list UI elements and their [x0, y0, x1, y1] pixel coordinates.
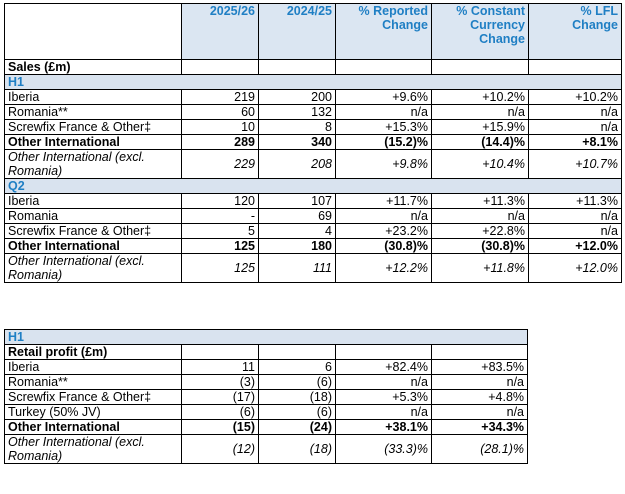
cell-2024-25: 340: [259, 135, 336, 150]
cell-2025-26: 60: [182, 105, 259, 120]
profit-h1-label: H1: [5, 330, 528, 345]
cell-2024-25: (18): [259, 390, 336, 405]
row-label: Other International (excl. Romania): [5, 435, 182, 464]
profit-title: Retail profit (£m): [5, 345, 182, 360]
cell-constant-currency-change: +34.3%: [432, 420, 528, 435]
table-row: [5, 420, 528, 435]
cell-2024-25: 107: [259, 194, 336, 209]
table-row: [5, 90, 622, 105]
row-label: Screwfix France & Other‡: [5, 120, 182, 135]
cell-lfl-change: +10.2%: [529, 90, 622, 105]
cell-2025-26: 289: [182, 135, 259, 150]
cell-constant-currency-change: +4.8%: [432, 390, 528, 405]
cell-reported-change: (33.3)%: [336, 435, 432, 464]
cell-constant-currency-change: (30.8)%: [432, 239, 529, 254]
cell-constant-currency-change: +83.5%: [432, 360, 528, 375]
cell-lfl-change: n/a: [529, 120, 622, 135]
cell-lfl-change: +12.0%: [529, 254, 622, 283]
cell-2024-25: 111: [259, 254, 336, 283]
cell-lfl-change: +8.1%: [529, 135, 622, 150]
sales-table: [4, 3, 622, 283]
table-row: [5, 360, 528, 375]
cell-reported-change: +12.2%: [336, 254, 432, 283]
row-label: Other International: [5, 420, 182, 435]
cell-constant-currency-change: (28.1)%: [432, 435, 528, 464]
cell-reported-change: (15.2)%: [336, 135, 432, 150]
cell-constant-currency-change: +10.4%: [432, 150, 529, 179]
cell-2024-25: 69: [259, 209, 336, 224]
cell-reported-change: +38.1%: [336, 420, 432, 435]
row-label: Romania**: [5, 105, 182, 120]
cell-constant-currency-change: +15.9%: [432, 120, 529, 135]
table-row: [5, 435, 528, 464]
cell-reported-change: +23.2%: [336, 224, 432, 239]
cell-2024-25: 200: [259, 90, 336, 105]
table-row: [5, 150, 622, 179]
cell-reported-change: n/a: [336, 209, 432, 224]
row-label: Screwfix France & Other‡: [5, 390, 182, 405]
cell-reported-change: +11.7%: [336, 194, 432, 209]
cell-lfl-change: +12.0%: [529, 239, 622, 254]
row-label: Romania: [5, 209, 182, 224]
cell-2024-25: 6: [259, 360, 336, 375]
cell-2024-25: 8: [259, 120, 336, 135]
table-row: [5, 120, 622, 135]
cell-2024-25: (6): [259, 405, 336, 420]
cell-lfl-change: n/a: [529, 209, 622, 224]
cell-reported-change: +9.8%: [336, 150, 432, 179]
cell-2025-26: (15): [182, 420, 259, 435]
row-label: Other International (excl. Romania): [5, 150, 182, 179]
sales-q2-section-row: [5, 179, 622, 194]
cell-lfl-change: n/a: [529, 105, 622, 120]
table-row: [5, 209, 622, 224]
cell-reported-change: n/a: [336, 405, 432, 420]
profit-title-row: [5, 345, 528, 360]
cell-constant-currency-change: +11.3%: [432, 194, 529, 209]
sales-title: Sales (£m): [5, 60, 182, 75]
cell-lfl-change: n/a: [529, 224, 622, 239]
cell-2025-26: 219: [182, 90, 259, 105]
row-label: Romania**: [5, 375, 182, 390]
cell-2025-26: 5: [182, 224, 259, 239]
row-label: Other International (excl. Romania): [5, 254, 182, 283]
row-label: Iberia: [5, 360, 182, 375]
header-2025-26: 2025/26: [182, 4, 259, 60]
cell-2024-25: (6): [259, 375, 336, 390]
cell-2025-26: 229: [182, 150, 259, 179]
cell-reported-change: +9.6%: [336, 90, 432, 105]
sales-q2-label: Q2: [5, 179, 622, 194]
cell-constant-currency-change: +10.2%: [432, 90, 529, 105]
header-lfl-change: % LFL Change: [529, 4, 622, 60]
row-label: Iberia: [5, 90, 182, 105]
row-label: Iberia: [5, 194, 182, 209]
cell-2025-26: 10: [182, 120, 259, 135]
row-label: Screwfix France & Other‡: [5, 224, 182, 239]
cell-lfl-change: +11.3%: [529, 194, 622, 209]
header-reported-change: % Reported Change: [336, 4, 432, 60]
cell-2025-26: 120: [182, 194, 259, 209]
cell-2025-26: (17): [182, 390, 259, 405]
row-label: Other International: [5, 239, 182, 254]
cell-2024-25: (24): [259, 420, 336, 435]
cell-reported-change: n/a: [336, 375, 432, 390]
cell-constant-currency-change: (14.4)%: [432, 135, 529, 150]
retail-profit-table: [4, 329, 528, 464]
sales-title-row: [5, 60, 622, 75]
cell-constant-currency-change: n/a: [432, 105, 529, 120]
cell-2024-25: 208: [259, 150, 336, 179]
table-row: [5, 239, 622, 254]
sales-h1-label: H1: [5, 75, 622, 90]
header-blank-cell: [5, 4, 182, 60]
header-row: [5, 4, 622, 60]
header-constant-currency-change: % Constant Currency Change: [432, 4, 529, 60]
cell-constant-currency-change: n/a: [432, 375, 528, 390]
cell-reported-change: n/a: [336, 105, 432, 120]
table-row: [5, 135, 622, 150]
table-row: [5, 390, 528, 405]
cell-2025-26: (12): [182, 435, 259, 464]
cell-2024-25: (18): [259, 435, 336, 464]
cell-constant-currency-change: +22.8%: [432, 224, 529, 239]
cell-constant-currency-change: +11.8%: [432, 254, 529, 283]
profit-h1-section-row: [5, 330, 528, 345]
row-label: Other International: [5, 135, 182, 150]
table-row: [5, 194, 622, 209]
cell-constant-currency-change: n/a: [432, 209, 529, 224]
cell-reported-change: +82.4%: [336, 360, 432, 375]
cell-2025-26: 125: [182, 254, 259, 283]
table-row: [5, 405, 528, 420]
sales-h1-section-row: [5, 75, 622, 90]
cell-2024-25: 180: [259, 239, 336, 254]
cell-2025-26: (6): [182, 405, 259, 420]
cell-2025-26: 11: [182, 360, 259, 375]
cell-2025-26: (3): [182, 375, 259, 390]
cell-reported-change: +5.3%: [336, 390, 432, 405]
cell-constant-currency-change: n/a: [432, 405, 528, 420]
cell-lfl-change: +10.7%: [529, 150, 622, 179]
cell-2024-25: 132: [259, 105, 336, 120]
cell-reported-change: +15.3%: [336, 120, 432, 135]
table-row: [5, 224, 622, 239]
header-2024-25: 2024/25: [259, 4, 336, 60]
cell-2025-26: -: [182, 209, 259, 224]
table-row: [5, 105, 622, 120]
cell-2025-26: 125: [182, 239, 259, 254]
table-row: [5, 254, 622, 283]
cell-2024-25: 4: [259, 224, 336, 239]
cell-reported-change: (30.8)%: [336, 239, 432, 254]
table-row: [5, 375, 528, 390]
row-label: Turkey (50% JV): [5, 405, 182, 420]
